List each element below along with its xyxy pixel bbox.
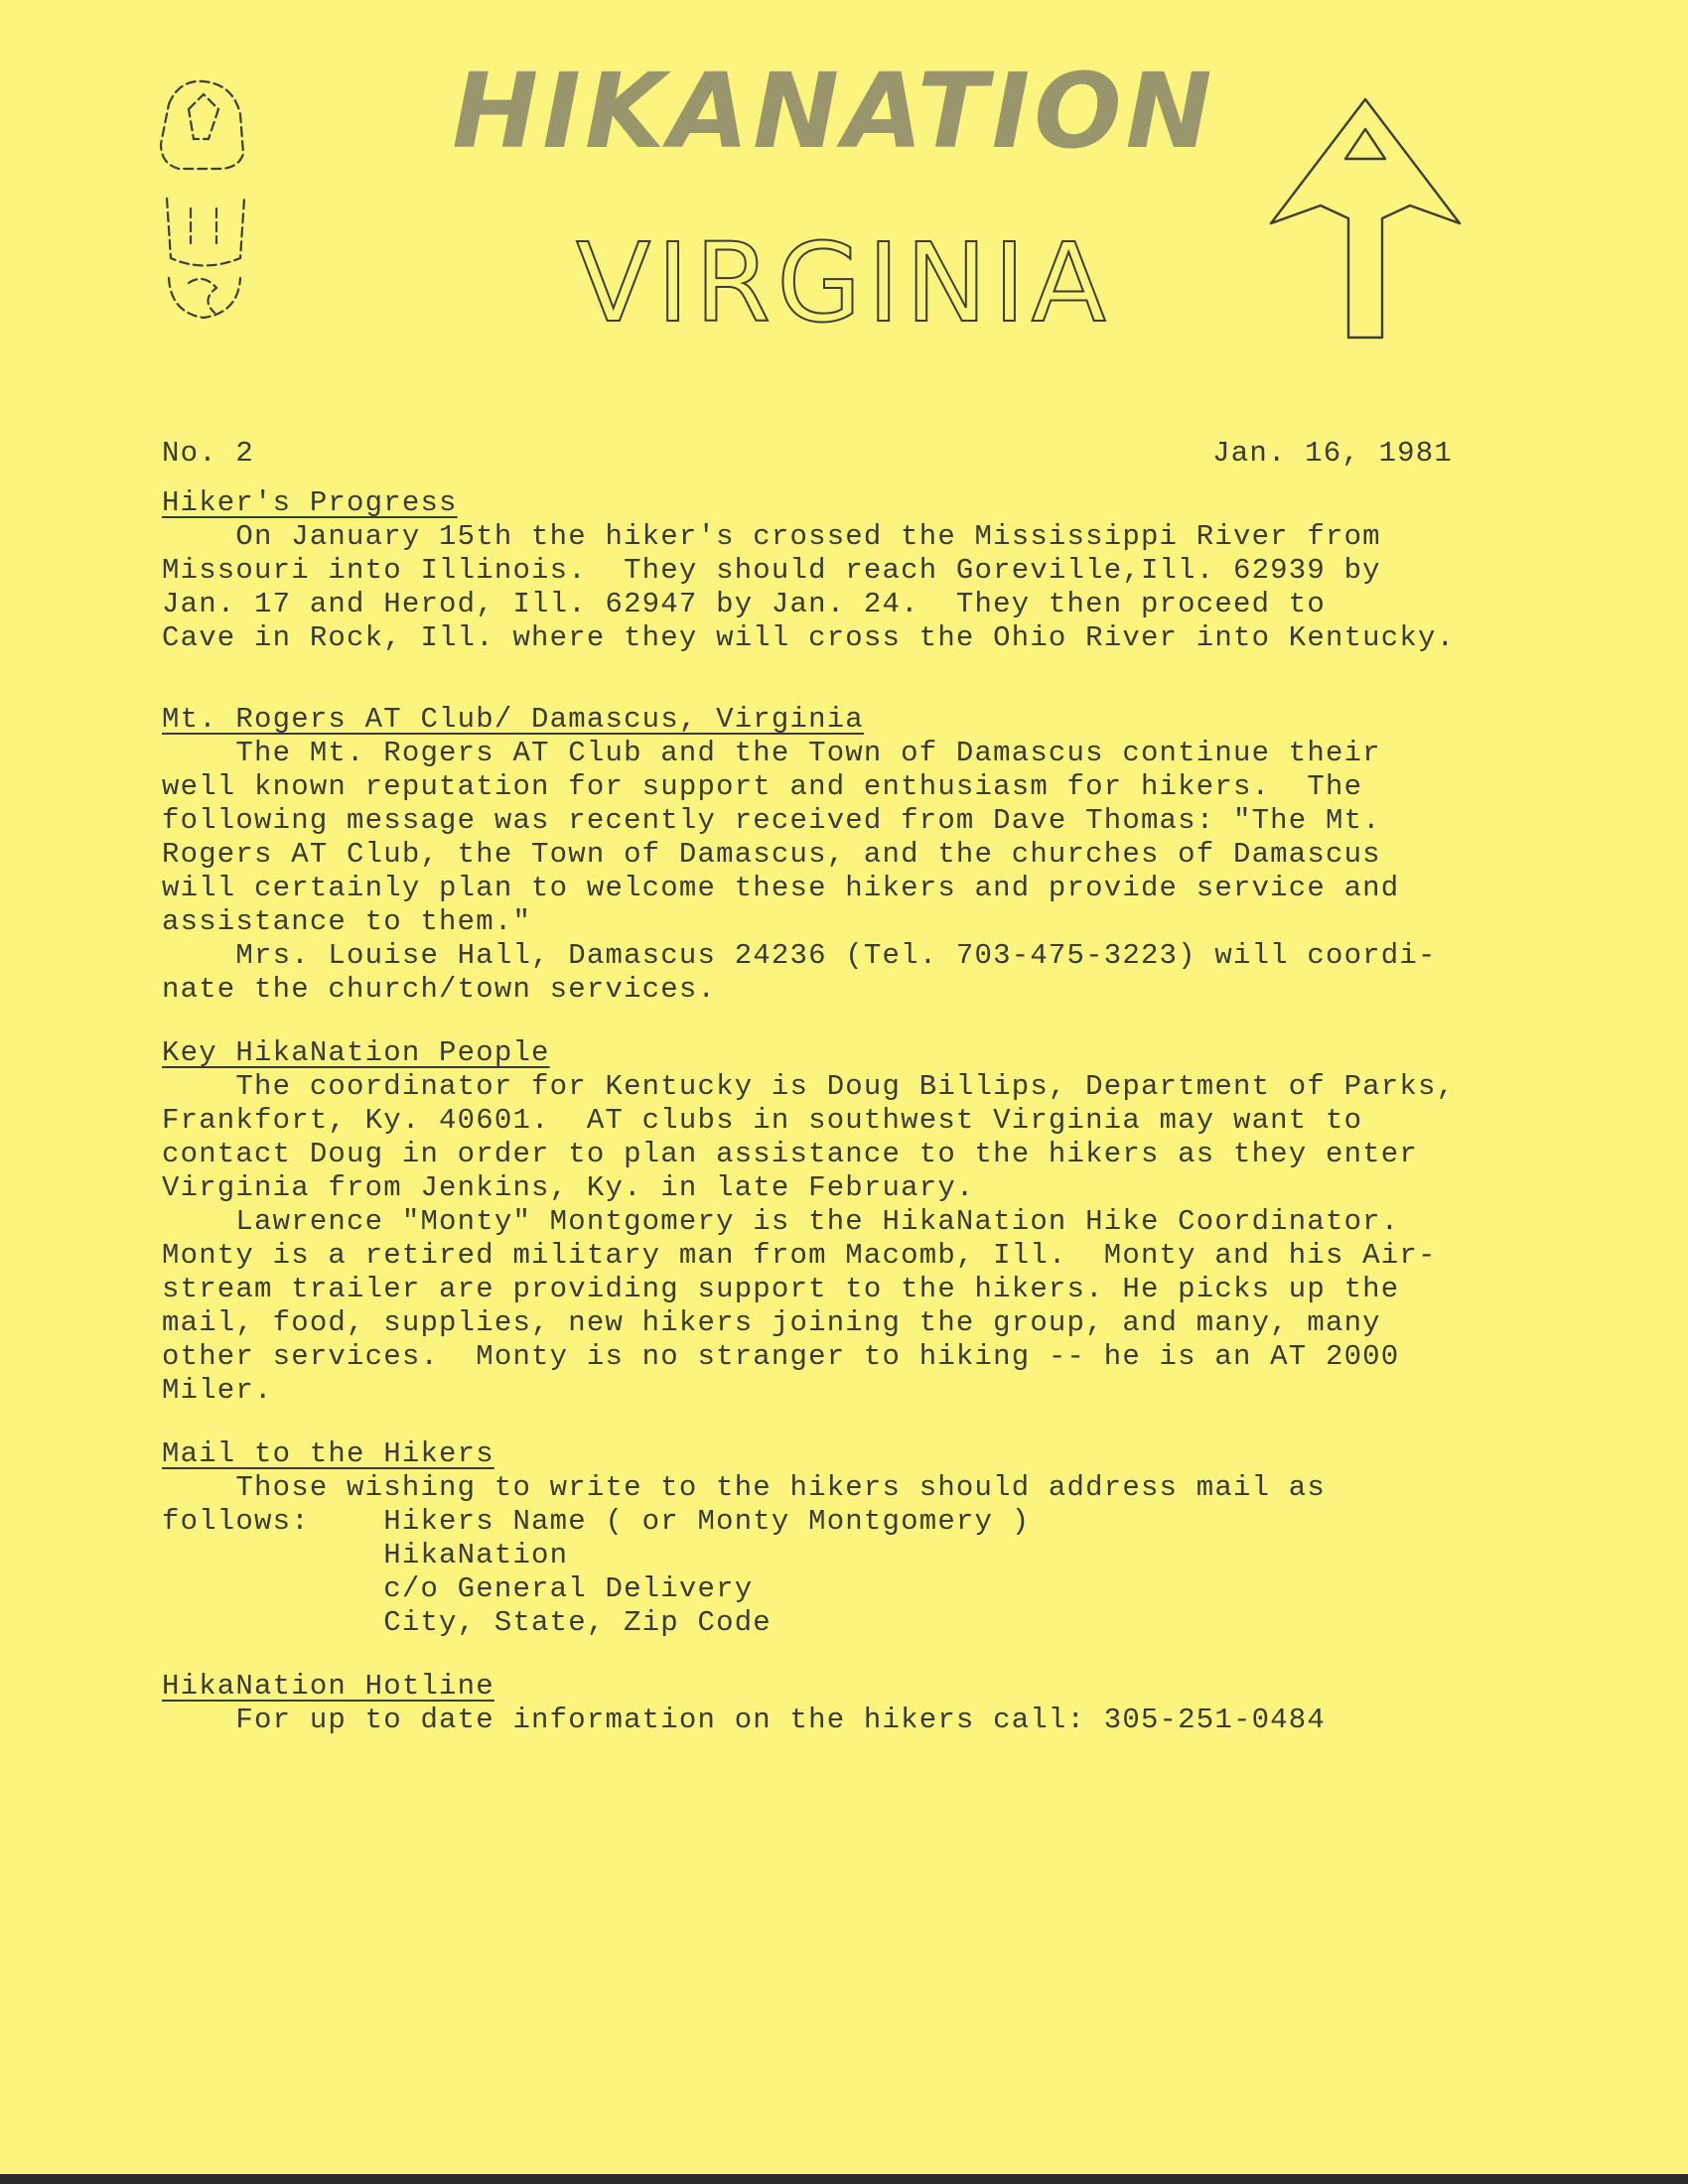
issue-number: No. 2 bbox=[162, 437, 255, 470]
people-line: Monty is a retired military man from Macomb, Ill. Monty and his Air- bbox=[162, 1239, 1437, 1272]
people-line: Frankfort, Ky. 40601. AT clubs in southwest Virginia may want to bbox=[162, 1104, 1363, 1137]
progress-line: Jan. 17 and Herod, Ill. 62947 by Jan. 24. They then proceed to bbox=[162, 588, 1326, 620]
people-line: stream trailer are providing support to the hikers. He picks up the bbox=[162, 1273, 1400, 1305]
section-heading-progress: Hiker's Progress bbox=[162, 486, 458, 519]
progress-line: On January 15th the hiker's crossed the Mississippi River from bbox=[162, 520, 1381, 553]
mail-line: c/o General Delivery bbox=[162, 1572, 754, 1605]
rogers-line: Mrs. Louise Hall, Damascus 24236 (Tel. 703-475-3223) will coordi- bbox=[162, 939, 1437, 972]
masthead bbox=[0, 0, 1688, 377]
people-line: Virginia from Jenkins, Ky. in late February. bbox=[162, 1171, 975, 1204]
rogers-line: following message was recently received from Dave Thomas: "The Mt. bbox=[162, 804, 1381, 837]
people-line: other services. Monty is no stranger to hiking -- he is an AT 2000 bbox=[162, 1340, 1400, 1373]
rogers-line: will certainly plan to welcome these hikers and provide service and bbox=[162, 872, 1400, 904]
progress-line: Cave in Rock, Ill. where they will cross the Ohio River into Kentucky. bbox=[162, 621, 1456, 654]
section-heading-people: Key HikaNation People bbox=[162, 1036, 550, 1069]
people-line: Miler. bbox=[162, 1374, 273, 1407]
people-line: Lawrence "Monty" Montgomery is the HikaNation Hike Coordinator. bbox=[162, 1205, 1400, 1238]
people-line: contact Doug in order to plan assistance to the hikers as they enter bbox=[162, 1138, 1418, 1170]
masthead-subtitle: VIRGINIA bbox=[576, 219, 1112, 346]
section-heading-mail: Mail to the Hikers bbox=[162, 1437, 494, 1470]
people-line: mail, food, supplies, new hikers joining the group, and many, many bbox=[162, 1306, 1381, 1339]
mail-line: Those wishing to write to the hikers should address mail as bbox=[162, 1471, 1326, 1504]
boot-print-logo-icon bbox=[149, 69, 258, 347]
rogers-line: assistance to them." bbox=[162, 905, 532, 938]
progress-line: Missouri into Illinois. They should reach Goreville,Ill. 62939 by bbox=[162, 554, 1381, 587]
hotline-line: For up to date information on the hikers call: 305-251-0484 bbox=[162, 1704, 1326, 1736]
rogers-line: Rogers AT Club, the Town of Damascus, and the churches of Damascus bbox=[162, 838, 1381, 871]
section-heading-hotline: HikaNation Hotline bbox=[162, 1670, 494, 1703]
people-line: The coordinator for Kentucky is Doug Billips, Department of Parks, bbox=[162, 1070, 1456, 1103]
rogers-line: The Mt. Rogers AT Club and the Town of Damascus continue their bbox=[162, 737, 1381, 769]
mail-line: HikaNation bbox=[162, 1539, 569, 1571]
section-heading-rogers: Mt. Rogers AT Club/ Damascus, Virginia bbox=[162, 703, 864, 736]
mail-line: City, State, Zip Code bbox=[162, 1606, 772, 1639]
mail-line: follows: Hikers Name ( or Monty Montgomery ) bbox=[162, 1505, 1031, 1538]
issue-date: Jan. 16, 1981 bbox=[1212, 437, 1453, 470]
rogers-line: well known reputation for support and enthusiasm for hikers. The bbox=[162, 770, 1363, 803]
trail-arrow-logo-icon bbox=[1261, 94, 1470, 342]
rogers-line: nate the church/town services. bbox=[162, 973, 717, 1006]
scan-edge-divider bbox=[0, 2174, 1688, 2184]
masthead-title: HIKANATION bbox=[452, 51, 1216, 172]
